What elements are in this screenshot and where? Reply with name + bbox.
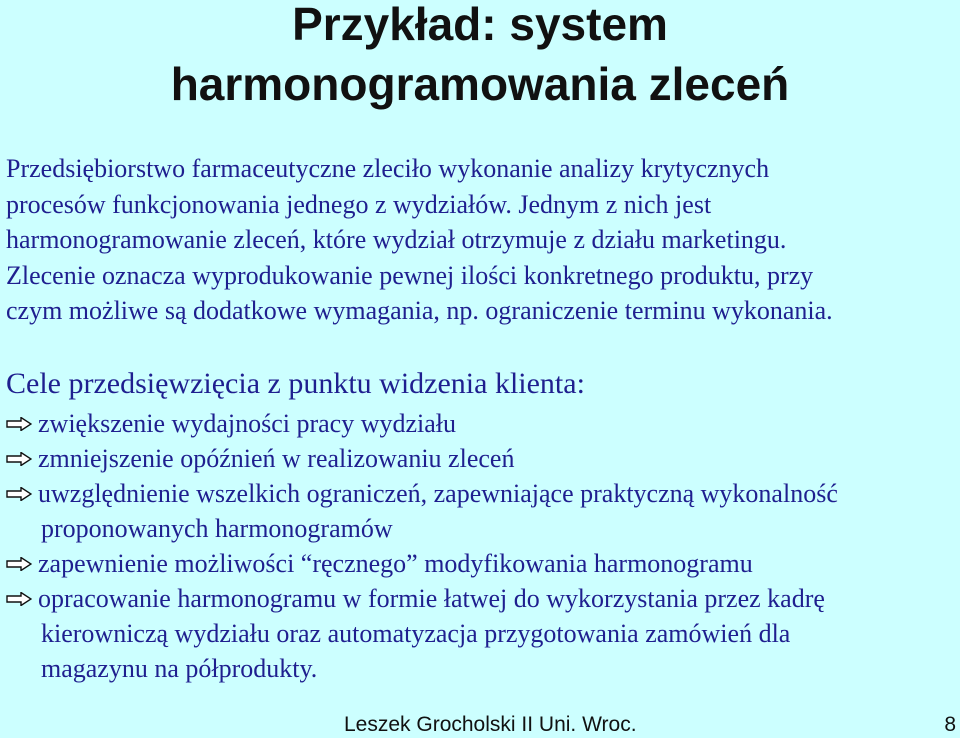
right-arrow-icon xyxy=(6,592,32,606)
goal-item xyxy=(6,581,956,686)
intro-line: procesów funkcjonowania jednego z wydziałów. Jednym z nich jest xyxy=(6,189,712,219)
slide-title xyxy=(0,0,960,114)
right-arrow-icon xyxy=(6,417,32,431)
intro-line: Przedsiębiorstwo farmaceutyczne zleciło wykonanie analizy krytycznych xyxy=(6,154,770,183)
goal-text: kierowniczą wydziału oraz automatyzacja przygotowania zamówień dla xyxy=(41,619,791,648)
goal-text: zwiększenie wydajności pracy wydziału xyxy=(38,409,457,438)
right-arrow-icon xyxy=(6,557,32,571)
page-number: 8 xyxy=(944,713,956,736)
footer-author: Leszek Grocholski II Uni. Wroc. xyxy=(344,713,637,736)
goal-text: uwzględnienie wszelkich ograniczeń, zapewniające praktyczną wykonalność xyxy=(38,479,838,508)
goal-item xyxy=(6,441,956,476)
intro-line: czym możliwe są dodatkowe wymagania, np. ograniczenie terminu wykonania. xyxy=(6,296,833,325)
goal-text: magazynu na półprodukty. xyxy=(41,654,318,683)
goal-item xyxy=(6,546,956,581)
goal-text: opracowanie harmonogramu w formie łatwej do wykorzystania przez kadrę xyxy=(38,584,825,613)
slide-title-line: Przykład: system xyxy=(292,0,668,50)
intro-line: harmonogramowanie zleceń, które wydział otrzymuje z działu marketingu. xyxy=(6,225,787,254)
goal-item xyxy=(6,406,956,441)
goals-list xyxy=(6,406,956,686)
slide-title-line: harmonogramowania zleceń xyxy=(170,58,790,110)
intro-line: Zlecenie oznacza wyprodukowanie pewnej ilości konkretnego produktu, przy xyxy=(6,260,814,290)
goal-text: zmniejszenie opóźnień w realizowaniu zleceń xyxy=(38,444,515,473)
goals-heading: Cele przedsięwzięcia z punktu widzenia klienta: xyxy=(6,367,585,400)
goal-text: zapewnienie możliwości “ręcznego” modyfikowania harmonogramu xyxy=(38,549,753,578)
goal-item xyxy=(6,476,956,546)
intro-paragraph xyxy=(6,151,956,329)
right-arrow-icon xyxy=(6,487,32,501)
right-arrow-icon xyxy=(6,452,32,466)
goal-text: proponowanych harmonogramów xyxy=(41,514,393,543)
